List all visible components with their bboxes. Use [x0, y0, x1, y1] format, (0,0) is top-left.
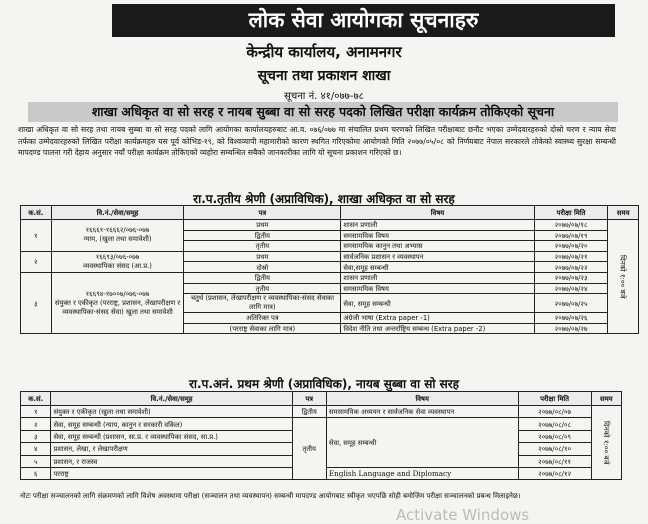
notice-number: सूचना नं. ४१/०७७-७८	[284, 91, 364, 102]
service-group: प्रशासन, लेखा, र लेखापरीक्षण	[51, 443, 292, 455]
advertisement-cell	[51, 220, 184, 252]
subject: शासन प्रणाली	[341, 272, 534, 283]
table-row	[21, 418, 622, 430]
advertisement-number: १६६६१-१६६६२/०७६-०७७	[85, 226, 150, 235]
exam-date: २०७७/०७/२६	[534, 313, 608, 324]
col-header: विषय	[326, 392, 518, 406]
service-group: संयुक्त र एकीकृत (परराष्ट्र, प्रशासन, लेखापरीक्षण र व्यवस्थापिका-संसद सेवा) खुला तथा समावेशी	[54, 298, 181, 316]
service-group: परराष्ट्र	[51, 467, 292, 479]
serial-number: ३	[21, 430, 51, 442]
serial-number: २	[21, 251, 52, 272]
exam-date: २०७७/०७/२३	[534, 272, 608, 283]
serial-number: ५	[21, 455, 51, 467]
subject: विदेश नीति तथा अन्तर्राष्ट्रिय सम्बन्ध (Extra paper -2)	[341, 323, 534, 334]
subject: English Language and Diplomacy	[326, 467, 518, 479]
notice-banner: लोक सेवा आयोगका सूचनाहरु	[112, 4, 615, 37]
subject: समसामयिक विषय	[341, 230, 534, 241]
service-group: सेवा, समूह सम्बन्धी (प्रशासन, सा.प्र. र व्यवस्थापिका संसद, सा.प्र.)	[51, 430, 292, 442]
advertisement-number: १६६९४-१७००७/०७६-०७७	[85, 289, 150, 298]
advertisement-cell	[51, 251, 184, 272]
paper: तृतीय	[184, 241, 341, 252]
col-header: विषय	[341, 206, 534, 220]
exam-time: दिनको १:०० बजे	[591, 406, 621, 480]
activation-watermark: Activate Windows	[396, 506, 530, 524]
service-group: प्रशासन, र राजस्व	[51, 455, 292, 467]
exam-time: दिनको १:०० बजे	[608, 220, 639, 334]
serial-number: १	[21, 406, 51, 418]
paper: दोस्रो	[184, 262, 341, 273]
paper: द्वितीय	[184, 230, 341, 241]
service-group: संयुक्त र एकीकृत (खुला तथा समावेशी)	[51, 406, 292, 418]
table-row	[21, 272, 639, 283]
table-row	[21, 406, 622, 418]
col-header: पत्र	[292, 392, 326, 406]
subject: सेवा, समूह सम्बन्धी	[341, 294, 534, 313]
exam-date: २०७७/०७/१९	[534, 230, 608, 241]
table-header-row	[21, 392, 622, 406]
col-header: क.सं.	[21, 206, 52, 220]
paper: तृतीय	[292, 418, 326, 480]
section1-heading: रा.प.तृतीय श्रेणी (अप्राविधिक), शाखा अधिकृत वा सो सरह	[193, 192, 455, 206]
subject: समसामयिक विषय	[341, 283, 534, 294]
section2-heading: रा.प.अनं. प्रथम श्रेणी (अप्राविधिक), नायब सुब्बा वा सो सरह	[188, 377, 460, 391]
paper: चतुर्थ (प्रशासन, लेखापरीक्षण र व्यवस्थापिका-संसद सेवाका लागि मात्र)	[184, 294, 341, 313]
service-group: व्यवस्थापिका संसद (आ.प्र.)	[83, 261, 152, 270]
subject: सेवा,समूह सम्बन्धी	[341, 262, 534, 273]
footnote: नोटः परीक्षा सञ्चालनको लागि संक्रमणको लागि विशेष अवस्थामा परीक्षा (सञ्चालन तथा व्यवस्थापन) सम्बन्धी मापदण्ड आयोगबाट स्वीकृत भएपछि सोही बमोजिम परीक्षा सञ्चालनको प्रबन्ध मिलाइनेछ।	[20, 492, 521, 500]
officer-exam-schedule-table	[20, 205, 639, 334]
col-header: वि.नं./सेवा/समूह	[51, 392, 292, 406]
table-row	[21, 251, 639, 262]
serial-number: ६	[21, 467, 51, 479]
paper: तृतीय	[184, 283, 341, 294]
serial-number: २	[21, 418, 51, 430]
office-name: केन्द्रीय कार्यालय, अनामनगर	[246, 43, 402, 61]
exam-date: २०७७/०८/१२	[518, 467, 591, 479]
col-header: पत्र	[184, 206, 341, 220]
exam-date: २०७७/०८/०९	[518, 430, 591, 442]
serial-number: १	[21, 220, 52, 252]
col-header: परीक्षा मिति	[534, 206, 608, 220]
subject: सार्वजनिक प्रशासन र व्यवस्थापन	[341, 251, 534, 262]
paper: द्वितीय	[184, 272, 341, 283]
table-header-row	[21, 206, 639, 220]
subba-exam-schedule-table	[20, 391, 622, 480]
paper: (परराष्ट्र सेवाका लागि मात्र)	[184, 323, 341, 334]
col-header: क.सं.	[21, 392, 51, 406]
paper: प्रथम	[184, 220, 341, 231]
exam-date: २०७७/०७/१८	[534, 220, 608, 231]
exam-date: २०७७/०७/२२	[534, 262, 608, 273]
subject: सेवा, समूह सम्बन्धी	[326, 418, 518, 468]
col-header: परीक्षा मिति	[518, 392, 591, 406]
serial-number: ४	[21, 443, 51, 455]
subject: समसामयिक अध्ययन र सार्वजनिक सेवा व्यवस्थापन	[326, 406, 518, 418]
paper: द्वितीय	[292, 406, 326, 418]
advertisement-cell	[51, 272, 184, 333]
exam-date: २०७७/०७/२०	[534, 241, 608, 252]
exam-date: २०७७/०७/२१	[534, 251, 608, 262]
exam-date: २०७७/०८/११	[518, 455, 591, 467]
service-group: सेवा, समूह सम्बन्धी (न्याय, कानुन र सरकारी वकिल)	[51, 418, 292, 430]
col-header: वि.नं./सेवा/समूह	[51, 206, 184, 220]
advertisement-number: १६६९३/०७६-०७७	[95, 252, 140, 261]
col-header: समय	[608, 206, 639, 220]
exam-date: २०७७/०८/०७	[518, 406, 591, 418]
serial-number: ३	[21, 272, 52, 333]
service-group: न्याय, (खुला तथा समावेशी)	[83, 235, 152, 244]
subject: अंग्रेजी भाषा (Extra paper -1)	[341, 313, 534, 324]
paper: अतिरिक्त पत्र	[184, 313, 341, 324]
branch-name: सूचना तथा प्रकाशन शाखा	[257, 68, 391, 84]
exam-date: २०७७/०७/२७	[534, 323, 608, 334]
notice-title: शाखा अधिकृत वा सो सरह र नायब सुब्बा वा सो सरह पदको लिखित परीक्षा कार्यक्रम तोकिएको सूचना	[28, 102, 618, 122]
col-header: समय	[591, 392, 621, 406]
subject: शासन प्रणाली	[341, 220, 534, 231]
intro-paragraph: शाखा अधिकृत वा सो सरह तथा नायब सुब्बा वा सो सरह पदको लागि आयोगका कार्यालयहरुबाट आ.व. ०७६/०७७ मा संचालित प्रथम चरणको लिखित परीक्षाबाट छनौट भएका उम्मेदवारहरुको दोस्रो चरण र न्याय सेवा तर्फका उम्मेदवारहरुको लिखित परीक्षा कार्यक्रमहरु यस पूर्व कोभिड-१९, को विश्वव्यापी महामारीको कारण स्थगित गरिएकोमा आयोगको मिति २०७७/०५/०८ को निर्णयबाट नेपाल सरकारले तोकेको स्वास्थ्य सुरक्षा सम्बन्धी मापदण्ड पालना गरी देहाय अनुसार नयाँ परीक्षा कार्यक्रम तोकिएको व्यहोरा सम्बन्धित सबैको जानकारीका लागि यो सूचना प्रकाशन गरिएको छ।	[18, 125, 616, 158]
paper: प्रथम	[184, 251, 341, 262]
subject: समसामयिक कानुन तथा अभ्यास	[341, 241, 534, 252]
exam-date: २०७७/०८/०८	[518, 418, 591, 430]
exam-date: २०७७/०७/२४	[534, 283, 608, 294]
exam-date: २०७७/०८/१०	[518, 443, 591, 455]
exam-date: २०७७/०७/२५	[534, 294, 608, 313]
table-row	[21, 220, 639, 231]
